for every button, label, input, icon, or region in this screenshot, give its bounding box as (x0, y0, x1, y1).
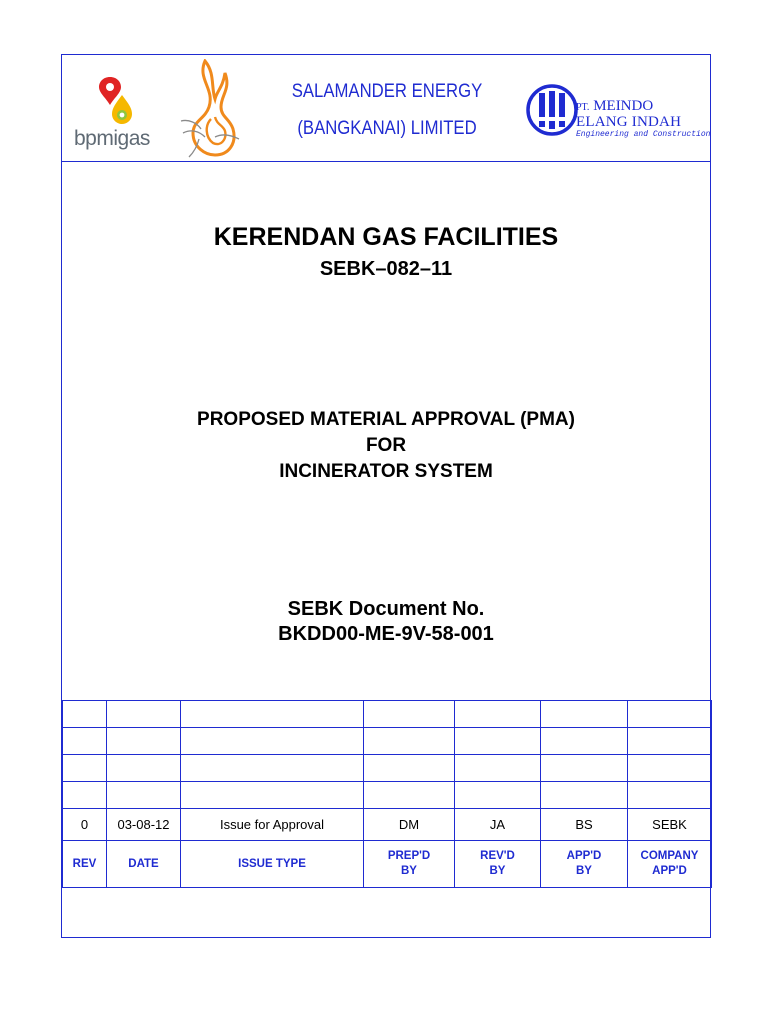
revd-cell: JA (455, 809, 541, 841)
header-prepd: PREP'D BY (364, 841, 455, 888)
header-issue-type: ISSUE TYPE (181, 841, 364, 888)
document-title-line2: FOR (365, 435, 407, 456)
header-rev: REV (63, 841, 107, 888)
header-appd: APP'D BY (541, 841, 628, 888)
document-frame (61, 54, 711, 938)
table-row (63, 755, 712, 782)
revision-table (62, 700, 712, 888)
table-header-row (63, 841, 712, 888)
document-title-line1: PROPOSED MATERIAL APPROVAL (PMA) (197, 409, 575, 430)
meindo-line2: ELANG INDAH (576, 114, 682, 130)
meindo-wordmark (576, 99, 710, 141)
document-number-block (62, 597, 710, 647)
issue-type-cell: Issue for Approval (181, 809, 364, 841)
footer-box (62, 889, 710, 937)
table-row (63, 782, 712, 809)
bpmigas-logo (72, 73, 162, 153)
meindo-pt: PT. (576, 102, 590, 113)
bpmigas-wordmark: bpmigas (74, 127, 150, 150)
document-number: BKDD00-ME-9V-58-001 (278, 623, 494, 645)
table-row (63, 701, 712, 728)
table-row (63, 809, 712, 841)
header-revd: REV'D BY (455, 841, 541, 888)
company-name (268, 73, 506, 147)
document-header (62, 55, 710, 162)
date-cell: 03-08-12 (107, 809, 181, 841)
bpmigas-drop-icon (72, 73, 162, 125)
document-title-line3: INCINERATOR SYSTEM (279, 461, 493, 482)
project-code: SEBK–082–11 (319, 258, 453, 280)
salamander-flame-logo (175, 59, 247, 159)
meindo-line3: Engineering and Construction (576, 130, 711, 139)
company-name-line2: (BANGKANAI) LIMITED (297, 118, 477, 139)
meindo-line1: MEINDO (593, 98, 654, 114)
rev-cell: 0 (63, 809, 107, 841)
header-date: DATE (107, 841, 181, 888)
document-number-label: SEBK Document No. (287, 598, 485, 620)
document-title (62, 407, 710, 485)
table-row (63, 728, 712, 755)
project-title: KERENDAN GAS FACILITIES (213, 223, 559, 251)
appd-cell: BS (541, 809, 628, 841)
company-cell: SEBK (628, 809, 712, 841)
prepd-cell: DM (364, 809, 455, 841)
header-company: COMPANY APP'D (628, 841, 712, 888)
company-name-line1: SALAMANDER ENERGY (291, 81, 483, 102)
meindo-logo-icon (525, 83, 579, 137)
